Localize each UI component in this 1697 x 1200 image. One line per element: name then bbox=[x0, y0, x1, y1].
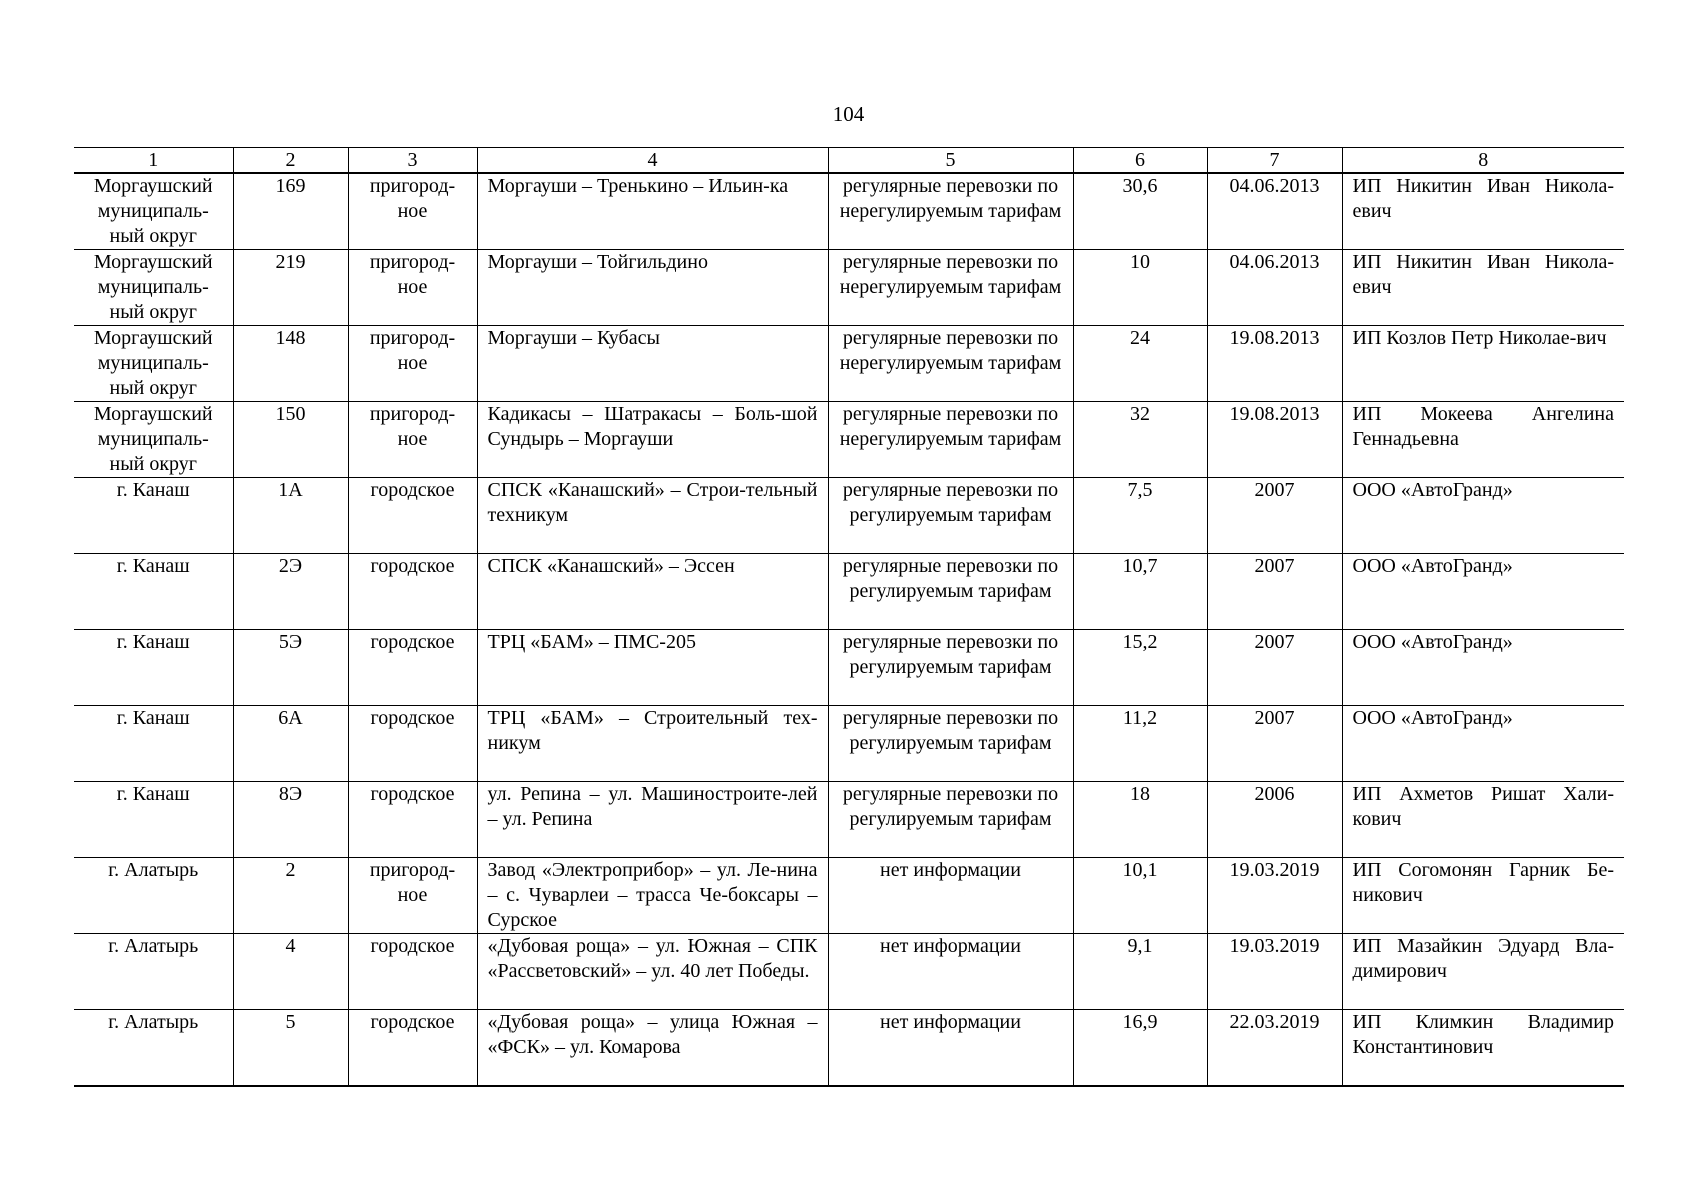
district-cell: г. Алатырь bbox=[74, 934, 233, 1010]
table-row bbox=[74, 402, 1624, 478]
route-path-cell: Моргауши – Тойгильдино bbox=[477, 250, 828, 326]
route-path-cell: Кадикасы – Шатракасы – Боль-шой Сундырь – Моргауши bbox=[477, 402, 828, 478]
routes-table bbox=[74, 147, 1624, 1087]
route-type-cell: пригород-ное bbox=[348, 858, 477, 934]
route-path-cell: ТРЦ «БАМ» – Строительный тех-никум bbox=[477, 706, 828, 782]
carrier-cell: ИП Согомонян Гарник Бе-никович bbox=[1342, 858, 1624, 934]
district-cell: Моргаушский муниципаль-ный округ bbox=[74, 326, 233, 402]
route-type-cell: городское bbox=[348, 554, 477, 630]
route-length-cell: 30,6 bbox=[1073, 173, 1207, 250]
start-date-cell: 04.06.2013 bbox=[1207, 173, 1342, 250]
route-path-cell: ул. Репина – ул. Машиностроите-лей – ул. Репина bbox=[477, 782, 828, 858]
route-type-cell: пригород-ное bbox=[348, 250, 477, 326]
table-header bbox=[74, 148, 1624, 174]
transport-mode-cell: регулярные перевозки по регулируемым тарифам bbox=[828, 782, 1073, 858]
route-number-cell: 1А bbox=[233, 478, 348, 554]
route-length-cell: 15,2 bbox=[1073, 630, 1207, 706]
transport-mode-cell: регулярные перевозки по регулируемым тарифам bbox=[828, 478, 1073, 554]
start-date-cell: 22.03.2019 bbox=[1207, 1010, 1342, 1087]
route-length-cell: 32 bbox=[1073, 402, 1207, 478]
header-cell: 7 bbox=[1207, 148, 1342, 174]
route-type-cell: городское bbox=[348, 782, 477, 858]
route-number-cell: 2Э bbox=[233, 554, 348, 630]
route-number-cell: 5Э bbox=[233, 630, 348, 706]
header-cell: 6 bbox=[1073, 148, 1207, 174]
district-cell: г. Канаш bbox=[74, 782, 233, 858]
table-row bbox=[74, 782, 1624, 858]
route-type-cell: городское bbox=[348, 706, 477, 782]
header-cell: 5 bbox=[828, 148, 1073, 174]
transport-mode-cell: регулярные перевозки по регулируемым тарифам bbox=[828, 554, 1073, 630]
route-length-cell: 10,7 bbox=[1073, 554, 1207, 630]
transport-mode-cell: нет информации bbox=[828, 858, 1073, 934]
route-length-cell: 7,5 bbox=[1073, 478, 1207, 554]
route-length-cell: 24 bbox=[1073, 326, 1207, 402]
route-number-cell: 6А bbox=[233, 706, 348, 782]
header-cell: 1 bbox=[74, 148, 233, 174]
transport-mode-cell: нет информации bbox=[828, 934, 1073, 1010]
route-type-cell: пригород-ное bbox=[348, 326, 477, 402]
carrier-cell: ООО «АвтоГранд» bbox=[1342, 706, 1624, 782]
table-row bbox=[74, 173, 1624, 250]
route-path-cell: Завод «Электроприбор» – ул. Ле-нина – с. Чуварлеи – трасса Че-боксары – Сурское bbox=[477, 858, 828, 934]
route-number-cell: 5 bbox=[233, 1010, 348, 1087]
district-cell: г. Алатырь bbox=[74, 1010, 233, 1087]
carrier-cell: ИП Мазайкин Эдуард Вла-димирович bbox=[1342, 934, 1624, 1010]
table-row bbox=[74, 858, 1624, 934]
route-length-cell: 10 bbox=[1073, 250, 1207, 326]
district-cell: г. Канаш bbox=[74, 706, 233, 782]
carrier-cell: ООО «АвтоГранд» bbox=[1342, 478, 1624, 554]
header-cell: 4 bbox=[477, 148, 828, 174]
route-number-cell: 8Э bbox=[233, 782, 348, 858]
route-type-cell: пригород-ное bbox=[348, 173, 477, 250]
table-row bbox=[74, 554, 1624, 630]
transport-mode-cell: регулярные перевозки по нерегулируемым тарифам bbox=[828, 173, 1073, 250]
route-type-cell: городское bbox=[348, 478, 477, 554]
route-path-cell: Моргауши – Кубасы bbox=[477, 326, 828, 402]
district-cell: Моргаушский муниципаль-ный округ bbox=[74, 173, 233, 250]
route-number-cell: 148 bbox=[233, 326, 348, 402]
carrier-cell: ООО «АвтоГранд» bbox=[1342, 554, 1624, 630]
route-type-cell: городское bbox=[348, 630, 477, 706]
route-type-cell: городское bbox=[348, 934, 477, 1010]
header-row bbox=[74, 148, 1624, 174]
page-number: 104 bbox=[832, 102, 865, 126]
district-cell: Моргаушский муниципаль-ный округ bbox=[74, 402, 233, 478]
transport-mode-cell: нет информации bbox=[828, 1010, 1073, 1087]
start-date-cell: 19.08.2013 bbox=[1207, 326, 1342, 402]
carrier-cell: ООО «АвтоГранд» bbox=[1342, 630, 1624, 706]
carrier-cell: ИП Ахметов Ришат Хали-кович bbox=[1342, 782, 1624, 858]
header-cell: 3 bbox=[348, 148, 477, 174]
start-date-cell: 2007 bbox=[1207, 554, 1342, 630]
district-cell: г. Алатырь bbox=[74, 858, 233, 934]
district-cell: г. Канаш bbox=[74, 554, 233, 630]
route-path-cell: «Дубовая роща» – ул. Южная – СПК «Рассветовский» – ул. 40 лет Победы. bbox=[477, 934, 828, 1010]
start-date-cell: 19.08.2013 bbox=[1207, 402, 1342, 478]
table-row bbox=[74, 478, 1624, 554]
route-number-cell: 4 bbox=[233, 934, 348, 1010]
table-row bbox=[74, 250, 1624, 326]
start-date-cell: 2007 bbox=[1207, 478, 1342, 554]
transport-mode-cell: регулярные перевозки по нерегулируемым тарифам bbox=[828, 250, 1073, 326]
table-row bbox=[74, 706, 1624, 782]
route-number-cell: 2 bbox=[233, 858, 348, 934]
route-type-cell: пригород-ное bbox=[348, 402, 477, 478]
carrier-cell: ИП Никитин Иван Никола-евич bbox=[1342, 250, 1624, 326]
district-cell: г. Канаш bbox=[74, 478, 233, 554]
transport-mode-cell: регулярные перевозки по нерегулируемым тарифам bbox=[828, 326, 1073, 402]
table-row bbox=[74, 326, 1624, 402]
start-date-cell: 04.06.2013 bbox=[1207, 250, 1342, 326]
transport-mode-cell: регулярные перевозки по регулируемым тарифам bbox=[828, 706, 1073, 782]
route-length-cell: 18 bbox=[1073, 782, 1207, 858]
route-path-cell: ТРЦ «БАМ» – ПМС-205 bbox=[477, 630, 828, 706]
transport-mode-cell: регулярные перевозки по нерегулируемым тарифам bbox=[828, 402, 1073, 478]
start-date-cell: 2006 bbox=[1207, 782, 1342, 858]
carrier-cell: ИП Мокеева Ангелина Геннадьевна bbox=[1342, 402, 1624, 478]
table-row bbox=[74, 630, 1624, 706]
carrier-cell: ИП Никитин Иван Никола-евич bbox=[1342, 173, 1624, 250]
route-path-cell: СПСК «Канашский» – Строи-тельный техникум bbox=[477, 478, 828, 554]
route-length-cell: 9,1 bbox=[1073, 934, 1207, 1010]
route-type-cell: городское bbox=[348, 1010, 477, 1087]
header-cell: 8 bbox=[1342, 148, 1624, 174]
route-length-cell: 10,1 bbox=[1073, 858, 1207, 934]
table-body bbox=[74, 173, 1624, 1086]
start-date-cell: 19.03.2019 bbox=[1207, 858, 1342, 934]
transport-mode-cell: регулярные перевозки по регулируемым тарифам bbox=[828, 630, 1073, 706]
route-path-cell: СПСК «Канашский» – Эссен bbox=[477, 554, 828, 630]
carrier-cell: ИП Климкин Владимир Константинович bbox=[1342, 1010, 1624, 1087]
start-date-cell: 2007 bbox=[1207, 630, 1342, 706]
carrier-cell: ИП Козлов Петр Николае-вич bbox=[1342, 326, 1624, 402]
start-date-cell: 19.03.2019 bbox=[1207, 934, 1342, 1010]
table-row bbox=[74, 934, 1624, 1010]
route-path-cell: Моргауши – Тренькино – Ильин-ка bbox=[477, 173, 828, 250]
start-date-cell: 2007 bbox=[1207, 706, 1342, 782]
route-number-cell: 150 bbox=[233, 402, 348, 478]
route-length-cell: 16,9 bbox=[1073, 1010, 1207, 1087]
table-row bbox=[74, 1010, 1624, 1087]
route-number-cell: 219 bbox=[233, 250, 348, 326]
route-path-cell: «Дубовая роща» – улица Южная – «ФСК» – ул. Комарова bbox=[477, 1010, 828, 1087]
district-cell: Моргаушский муниципаль-ный округ bbox=[74, 250, 233, 326]
route-number-cell: 169 bbox=[233, 173, 348, 250]
district-cell: г. Канаш bbox=[74, 630, 233, 706]
header-cell: 2 bbox=[233, 148, 348, 174]
route-length-cell: 11,2 bbox=[1073, 706, 1207, 782]
